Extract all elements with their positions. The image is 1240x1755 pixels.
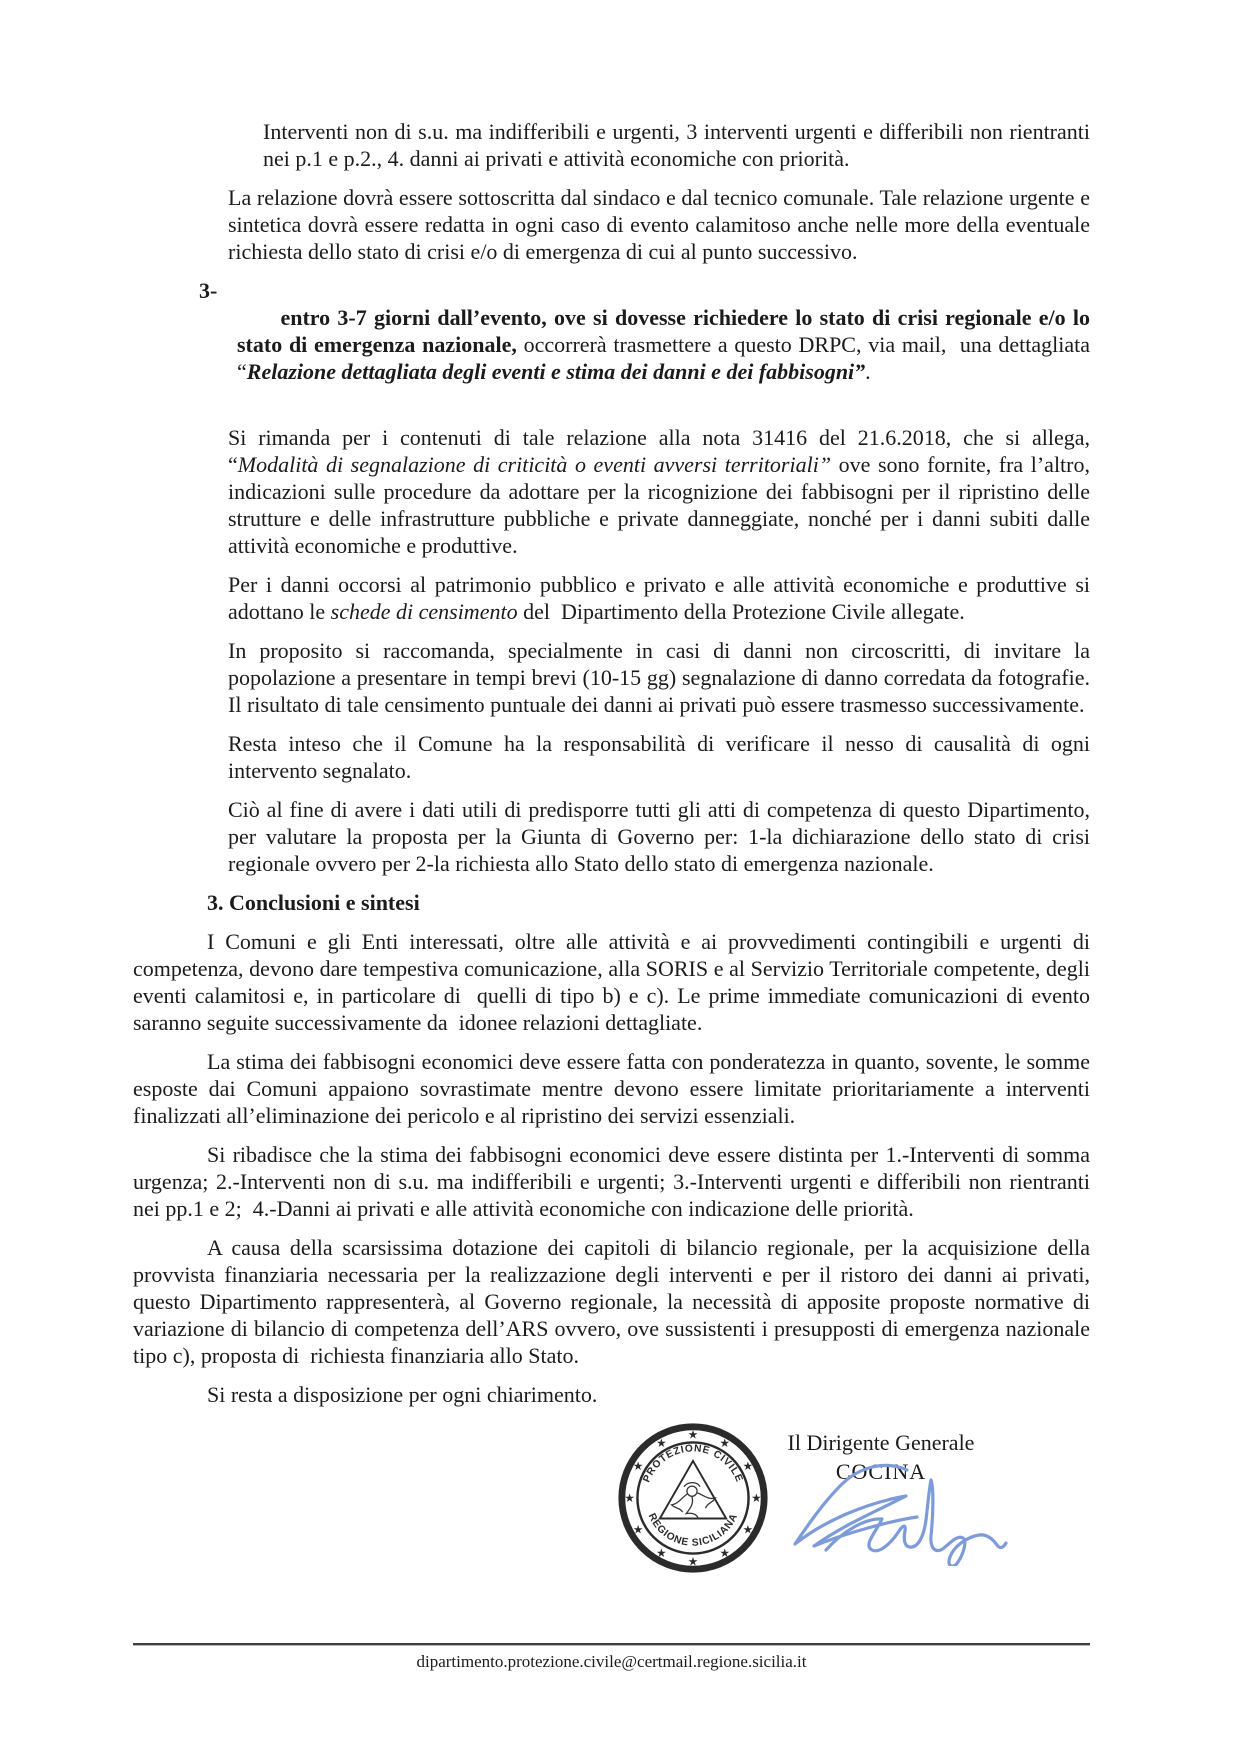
section-heading-conclusioni: 3. Conclusioni e sintesi: [207, 890, 420, 915]
text-run: .: [865, 359, 871, 384]
text-run: del Dipartimento della Protezione Civile allegate.: [517, 599, 965, 624]
paragraph-relazione: La relazione dovrà essere sottoscritta dal sindaco e dal tecnico comunale. Tale relazione urgente e sintetica dovrà essere redatta in ogni caso di evento calamitoso anche nelle more della eventuale richiesta dello stato di crisi e/o di emergenza di cui al punto successivo.: [228, 185, 1096, 264]
svg-text:★: ★: [719, 1436, 730, 1451]
document-body: [133, 118, 1096, 1610]
signatory-title: Il Dirigente Generale: [787, 1430, 975, 1455]
text-run: entro 3-7 giorni dall’evento, ove si dovesse richiedere lo stato di crisi regionale e/o lo stato di emergenza nazionale,: [237, 305, 1096, 357]
paragraph-interventi: Interventi non di s.u. ma indifferibili e urgenti, 3 interventi urgenti e differibili non rientranti nei p.1 e p.2., 4. danni ai privati e attività economiche con priorità.: [263, 119, 1096, 171]
seal-top-text: PROTEZIONE CIVILE: [641, 1443, 745, 1485]
svg-text:★: ★: [742, 1459, 754, 1474]
svg-text:★: ★: [632, 1459, 644, 1474]
paragraph-a-causa: A causa della scarsissima dotazione dei capitoli di bilancio regionale, per la acquisizione della provvista finanziaria necessaria per la realizzazione degli interventi e per il ristoro dei danni ai privati, questo Dipartimento rappresenterà, al Governo regionale, la necessità di apposite proposte normative di variazione di bilancio di competenza dell’ARS ovvero, ove sussistenti i presupposti di emergenza nazionale tipo c), proposta di richiesta finanziaria allo Stato.: [133, 1235, 1096, 1368]
signatory-name: COCINA: [835, 1459, 927, 1484]
text-run: Modalità di segnalazione di criticità o eventi avversi territoriali”: [237, 452, 832, 477]
svg-text:★: ★: [656, 1545, 667, 1560]
paragraph-resta-inteso: Resta inteso che il Comune ha la responsabilità di verificare il nesso di causalità di ogni intervento segnalato.: [228, 731, 1096, 783]
list-item-3: [199, 277, 1096, 412]
svg-text:★: ★: [687, 1427, 699, 1442]
paragraph-per-i-danni: [228, 571, 1096, 625]
text-run: ove sono fornite, fra l’altro, indicazioni sulle procedure da adottare per la ricognizione dei fabbisogni per il ripristino delle strutture e delle infrastrutture pubbliche e private danneggiate, nonché per i danni subiti dalle attività economiche e produttive.: [228, 452, 1096, 558]
svg-text:★: ★: [719, 1545, 730, 1560]
paragraph-si-rimanda: [228, 424, 1096, 559]
handwritten-signature: [786, 1458, 1038, 1566]
svg-text:★: ★: [656, 1436, 667, 1451]
svg-text:★: ★: [632, 1522, 644, 1537]
paragraph-in-proposito: In proposito si raccomanda, specialmente in casi di danni non circoscritti, di invitare la popolazione a presentare in tempi brevi (10-15 gg) segnalazione di danno corredata da fotografie. Il risultato di tale censimento puntuale dei danni ai privati può essere trasmesso successivamente.: [228, 638, 1096, 717]
text-run: schede di censimento: [330, 599, 518, 624]
footer-divider: [133, 1643, 1090, 1646]
svg-text:★: ★: [687, 1554, 699, 1569]
text-run: Relazione dettagliata degli eventi e stima dei danni e dei fabbisogni”: [246, 359, 866, 384]
paragraph-si-ribadisce: Si ribadisce che la stima dei fabbisogni economici deve essere distinta per 1.-Interventi di somma urgenza; 2.-Interventi non di s.u. ma indifferibili e urgenti; 3.-Interventi urgenti e differibili non rientranti nei pp.1 e 2; 4.-Danni ai privati e alle attività economiche con indicazione delle priorità.: [133, 1142, 1096, 1221]
text-run: Per i danni occorsi al patrimonio pubblico e privato e alle attività economiche e produttive si adottano le: [228, 572, 1096, 624]
paragraph-la-stima: La stima dei fabbisogni economici deve essere fatta con ponderatezza in quanto, sovente, le somme esposte dai Comuni appaiono sovrastimate mentre devono essere limitate prioritariamente a interventi finalizzati all’eliminazione dei pericolo e al ripristino dei servizi essenziali.: [133, 1049, 1096, 1128]
svg-text:★: ★: [624, 1490, 635, 1505]
footer-email: dipartimento.protezione.civile@certmail.regione.sicilia.it: [416, 1652, 807, 1671]
list-marker: 3-: [199, 278, 218, 303]
signature-block: [133, 1420, 1090, 1610]
svg-text:★: ★: [742, 1522, 754, 1537]
paragraph-cio-al-fine: Ciò al fine di avere i dati utili di predisporre tutti gli atti di competenza di questo Dipartimento, per valutare la proposta per la Giunta di Governo per: 1-la dichiarazione dello stato di crisi regionale ovvero per 2-la richiesta allo Stato dello stato di emergenza nazionale.: [228, 797, 1096, 876]
text-run: occorrerà trasmettere a questo DRPC, via mail, una dettagliata “: [237, 332, 1096, 384]
seal-bottom-text: REGIONE SICILIANA: [645, 1511, 741, 1549]
paragraph-si-resta: Si resta a disposizione per ogni chiarimento.: [207, 1382, 598, 1407]
text-run: Si rimanda per i contenuti di tale relazione alla nota 31416 del 21.6.2018, che si allega, “: [228, 425, 1096, 477]
svg-text:★: ★: [751, 1490, 762, 1505]
paragraph-i-comuni: I Comuni e gli Enti interessati, oltre alle attività e ai provvedimenti contingibili e urgenti di competenza, devono dare tempestiva comunicazione, alla SORIS e al Servizio Territoriale competente, degli eventi calamitosi e, in particolare di quelli di tipo b) e c). Le prime immediate comunicazioni di evento saranno seguite successivamente da idonee relazioni dettagliate.: [133, 929, 1096, 1035]
